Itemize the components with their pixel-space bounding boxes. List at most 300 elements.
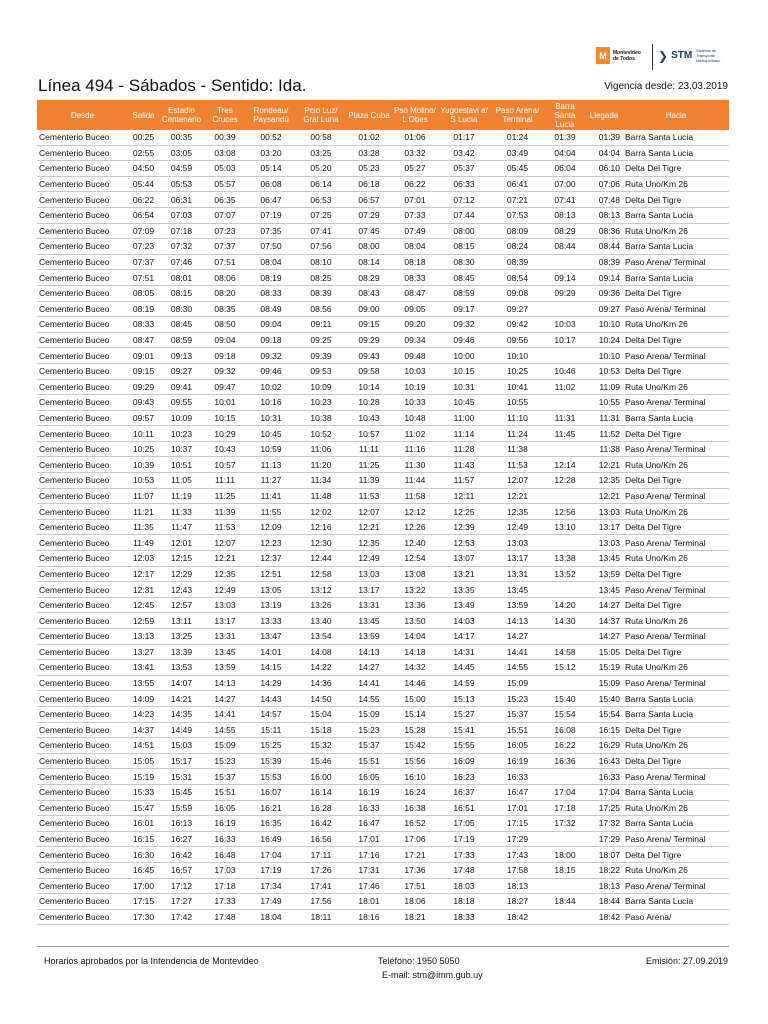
table-cell: 06:57 xyxy=(358,194,380,205)
table-cell: 16:01 xyxy=(132,818,155,829)
table-row xyxy=(37,223,729,239)
table-cell: Delta Del Tigre xyxy=(625,335,682,346)
table-cell: Cementerio Buceo xyxy=(39,678,110,689)
footer-divider xyxy=(37,946,729,947)
table-cell: 09:14 xyxy=(554,272,576,283)
table-cell: 17:16 xyxy=(358,849,380,860)
table-cell: 14:27 xyxy=(598,600,620,611)
table-cell: Ruta Uno/Km 26 xyxy=(625,459,688,470)
table-cell: 12:21 xyxy=(358,522,380,533)
table-cell: Cementerio Buceo xyxy=(39,849,110,860)
table-cell: 09:32 xyxy=(453,319,475,330)
table-cell: 09:00 xyxy=(358,303,380,314)
table-row xyxy=(37,613,729,629)
table-cell: 14:50 xyxy=(310,693,332,704)
table-cell: 14:36 xyxy=(310,678,332,689)
table-cell: 15:27 xyxy=(453,709,475,720)
table-cell: 03:28 xyxy=(358,147,380,158)
table-cell: Paso Arena/ Terminal xyxy=(625,444,706,455)
table-cell: 12:26 xyxy=(404,522,426,533)
montevideo-logo-icon: M xyxy=(596,47,610,64)
table-cell: 17:25 xyxy=(598,802,620,813)
table-cell: 15:37 xyxy=(506,709,529,720)
table-cell: 12:21 xyxy=(598,490,620,501)
table-cell: 13:31 xyxy=(358,600,380,611)
table-cell: 10:51 xyxy=(170,459,193,470)
table-cell: Delta Del Tigre xyxy=(625,366,682,377)
table-cell: 11:48 xyxy=(310,490,332,501)
table-cell: 12:45 xyxy=(132,600,155,611)
table-cell: Cementerio Buceo xyxy=(39,553,110,564)
table-row xyxy=(37,488,729,504)
table-cell: 14:41 xyxy=(506,646,529,657)
table-cell: 13:07 xyxy=(453,553,475,564)
table-cell: 15:05 xyxy=(598,646,620,657)
table-row xyxy=(37,644,729,660)
table-cell: 14:41 xyxy=(214,709,236,720)
table-cell: 11:27 xyxy=(260,475,282,486)
table-cell: 15:18 xyxy=(310,724,332,735)
table-cell: 10:43 xyxy=(358,412,380,423)
table-cell: 11:02 xyxy=(554,381,576,392)
table-cell: 08:18 xyxy=(404,257,426,268)
table-cell: 13:52 xyxy=(554,568,576,579)
table-cell: 10:09 xyxy=(310,381,332,392)
table-cell: 15:19 xyxy=(598,662,620,673)
table-cell: Paso Arena/ Terminal xyxy=(625,771,706,782)
table-cell: Cementerio Buceo xyxy=(39,865,110,876)
table-cell: 09:08 xyxy=(506,288,529,299)
table-cell: 16:23 xyxy=(453,771,475,782)
table-cell: 14:51 xyxy=(132,740,155,751)
table-cell xyxy=(545,441,585,457)
table-cell: 13:03 xyxy=(214,600,236,611)
table-cell: 05:23 xyxy=(358,163,380,174)
table-cell: 09:04 xyxy=(214,335,236,346)
table-cell: 18:11 xyxy=(310,911,332,922)
table-cell: 11:13 xyxy=(260,459,282,470)
table-cell: 12:31 xyxy=(132,584,155,595)
table-cell: 12:43 xyxy=(170,584,193,595)
table-cell: 13:47 xyxy=(260,631,282,642)
table-cell: 11:53 xyxy=(358,490,380,501)
table-cell: 15:11 xyxy=(260,724,282,735)
table-cell: 10:19 xyxy=(404,381,426,392)
table-cell: 10:31 xyxy=(260,412,282,423)
table-cell: 02:55 xyxy=(132,147,155,158)
table-cell: 06:22 xyxy=(404,179,426,190)
table-cell: 11:47 xyxy=(171,522,192,533)
table-cell: 08:33 xyxy=(260,288,282,299)
table-cell: 16:05 xyxy=(506,740,529,751)
table-cell: 08:59 xyxy=(170,335,193,346)
table-cell: 09:04 xyxy=(260,319,282,330)
table-cell: 06:54 xyxy=(132,210,155,221)
table-cell: 17:32 xyxy=(598,818,620,829)
table-cell: 16:28 xyxy=(310,802,332,813)
table-cell: 16:42 xyxy=(170,849,193,860)
table-cell: 01:06 xyxy=(404,132,426,143)
table-row xyxy=(37,582,729,598)
table-cell: 16:27 xyxy=(170,834,193,845)
table-cell: 18:15 xyxy=(554,865,576,876)
table-cell: 15:09 xyxy=(598,678,620,689)
table-cell: 12:49 xyxy=(358,553,380,564)
table-cell: 10:41 xyxy=(506,381,529,392)
column-header: Pcio Luz/ Gral Luna xyxy=(296,100,346,130)
table-cell: 10:16 xyxy=(260,397,282,408)
table-cell: 06:22 xyxy=(132,194,155,205)
table-cell: Delta Del Tigre xyxy=(625,600,682,611)
table-row xyxy=(37,176,729,192)
table-cell: 16:36 xyxy=(554,756,576,767)
table-cell: 07:49 xyxy=(404,225,426,236)
table-cell: Cementerio Buceo xyxy=(39,475,110,486)
table-cell: 13:03 xyxy=(358,568,380,579)
table-cell: Barra Santa Lucia xyxy=(625,896,694,907)
table-cell: 16:22 xyxy=(554,740,576,751)
table-cell: 16:37 xyxy=(453,787,475,798)
footer-email: E-mail: stm@imm.gub.uy xyxy=(382,970,483,980)
table-cell: Paso Arena/ Terminal xyxy=(625,303,706,314)
logo-divider xyxy=(652,44,653,70)
table-cell: 09:57 xyxy=(132,412,155,423)
table-cell: 16:19 xyxy=(214,818,236,829)
table-cell: 08:30 xyxy=(453,257,475,268)
table-cell: 07:03 xyxy=(170,210,193,221)
table-cell: 13:13 xyxy=(132,631,155,642)
table-cell: Cementerio Buceo xyxy=(39,506,110,517)
table-cell: 11:57 xyxy=(453,475,475,486)
table-cell: 15:19 xyxy=(132,771,155,782)
table-cell: Paso Arena/ Terminal xyxy=(625,880,706,891)
table-row xyxy=(37,441,729,457)
table-cell: Barra Santa Lucia xyxy=(625,412,694,423)
table-cell: Cementerio Buceo xyxy=(39,444,110,455)
table-cell: 18:42 xyxy=(506,911,529,922)
table-cell: 13:31 xyxy=(214,631,236,642)
table-row xyxy=(37,145,729,161)
table-cell: 10:46 xyxy=(554,366,576,377)
table-cell: 14:32 xyxy=(404,662,426,673)
table-cell: Cementerio Buceo xyxy=(39,522,110,533)
table-cell: 07:51 xyxy=(132,272,155,283)
table-cell: 15:47 xyxy=(132,802,155,813)
table-cell: Cementerio Buceo xyxy=(39,646,110,657)
table-cell: 06:41 xyxy=(506,179,529,190)
table-cell: Barra Santa Lucia xyxy=(625,147,694,158)
table-cell: 14:43 xyxy=(260,693,282,704)
table-cell: 06:35 xyxy=(214,194,236,205)
table-cell: 08:00 xyxy=(453,225,475,236)
table-cell: Cementerio Buceo xyxy=(39,319,110,330)
table-cell: 10:23 xyxy=(310,397,332,408)
table-cell: 01:17 xyxy=(453,132,475,143)
table-cell: 13:08 xyxy=(404,568,426,579)
table-cell: Cementerio Buceo xyxy=(39,303,110,314)
table-cell: 10:15 xyxy=(453,366,475,377)
table-cell: 08:33 xyxy=(132,319,155,330)
table-cell: 05:44 xyxy=(132,179,155,190)
table-cell: 09:41 xyxy=(170,381,193,392)
table-cell: 15:45 xyxy=(170,787,193,798)
table-cell: 11:02 xyxy=(404,428,426,439)
table-cell: Paso Arena/ Terminal xyxy=(625,350,706,361)
table-cell: Cementerio Buceo xyxy=(39,179,110,190)
table-cell xyxy=(545,769,585,785)
table-cell: Ruta Uno/Km 26 xyxy=(625,381,688,392)
table-cell: 14:29 xyxy=(260,678,282,689)
table-cell: 16:07 xyxy=(260,787,282,798)
table-cell: 17:41 xyxy=(310,880,332,891)
table-cell: 13:10 xyxy=(554,522,576,533)
table-row xyxy=(37,629,729,645)
table-cell xyxy=(545,301,585,317)
table-cell: 08:30 xyxy=(170,303,193,314)
table-cell: 18:27 xyxy=(506,896,529,907)
table-cell: 06:18 xyxy=(358,179,380,190)
table-cell: 10:43 xyxy=(214,444,236,455)
table-cell: Cementerio Buceo xyxy=(39,662,110,673)
table-cell: 12:25 xyxy=(453,506,475,517)
table-cell: 17:33 xyxy=(214,896,236,907)
table-cell: Cementerio Buceo xyxy=(39,834,110,845)
table-row xyxy=(37,660,729,676)
table-cell: 07:37 xyxy=(214,241,236,252)
table-cell xyxy=(545,348,585,364)
vigencia-date: Vigencia desde: 23.03.2019 xyxy=(604,81,728,92)
table-cell: 08:13 xyxy=(598,210,620,221)
table-cell: 11:30 xyxy=(404,459,426,470)
table-cell: Cementerio Buceo xyxy=(39,381,110,392)
table-cell: 15:04 xyxy=(310,709,332,720)
table-cell: 09:29 xyxy=(358,335,380,346)
table-cell: 13:50 xyxy=(404,615,426,626)
table-cell: 15:12 xyxy=(554,662,576,673)
table-cell: Cementerio Buceo xyxy=(39,818,110,829)
table-cell: 15:40 xyxy=(598,693,620,704)
table-cell: 08:44 xyxy=(598,241,620,252)
table-cell: 16:47 xyxy=(506,787,529,798)
table-cell: 08:13 xyxy=(554,210,576,221)
column-header: Tres Cruces xyxy=(204,100,246,130)
table-cell: Cementerio Buceo xyxy=(39,584,110,595)
table-cell: 05:03 xyxy=(214,163,236,174)
table-cell: Barra Santa Lucia xyxy=(625,818,694,829)
table-cell: 12:14 xyxy=(554,459,576,470)
table-cell: 16:30 xyxy=(132,849,155,860)
table-cell: Cementerio Buceo xyxy=(39,132,110,143)
table-cell: 11:41 xyxy=(260,490,282,501)
table-cell: 09:20 xyxy=(404,319,426,330)
table-cell: 17:31 xyxy=(358,865,380,876)
table-row xyxy=(37,504,729,520)
table-cell: 11:38 xyxy=(507,444,528,455)
table-cell: 11:25 xyxy=(358,459,380,470)
table-cell: Cementerio Buceo xyxy=(39,147,110,158)
table-cell: 00:39 xyxy=(214,132,236,143)
table-cell: Cementerio Buceo xyxy=(39,740,110,751)
table-cell: 14:23 xyxy=(132,709,155,720)
table-cell: 15:05 xyxy=(132,756,155,767)
table-cell: 07:46 xyxy=(170,257,193,268)
table-cell: 09:36 xyxy=(598,288,620,299)
table-cell: Cementerio Buceo xyxy=(39,428,110,439)
table-cell: 05:27 xyxy=(404,163,426,174)
table-row xyxy=(37,551,729,567)
table-cell: 06:08 xyxy=(260,179,282,190)
table-cell: Ruta Uno/Km 26 xyxy=(625,179,688,190)
table-cell: Ruta Uno/Km 26 xyxy=(625,865,688,876)
table-cell: Barra Santa Lucia xyxy=(625,132,694,143)
table-cell: Cementerio Buceo xyxy=(39,911,110,922)
column-header: Hacia xyxy=(623,100,729,130)
table-cell xyxy=(545,878,585,894)
table-row xyxy=(37,457,729,473)
table-cell: 08:10 xyxy=(310,257,332,268)
table-cell: 05:53 xyxy=(170,179,193,190)
table-cell: 15:54 xyxy=(598,709,620,720)
table-cell: 15:33 xyxy=(132,787,155,798)
table-cell xyxy=(545,675,585,691)
table-cell: Paso Arena/ Terminal xyxy=(625,834,706,845)
table-cell: 10:25 xyxy=(506,366,529,377)
table-cell: 18:00 xyxy=(554,849,576,860)
table-cell: Barra Santa Lucia xyxy=(625,787,694,798)
table-cell: 16:38 xyxy=(404,802,426,813)
table-cell: Cementerio Buceo xyxy=(39,225,110,236)
table-cell: 18:07 xyxy=(598,849,620,860)
table-row xyxy=(37,862,729,878)
table-cell: 14:30 xyxy=(554,615,576,626)
table-cell: 16:10 xyxy=(404,771,426,782)
table-cell: 15:09 xyxy=(214,740,236,751)
table-cell: 15:37 xyxy=(214,771,236,782)
table-cell: 07:44 xyxy=(453,210,475,221)
table-cell: 07:35 xyxy=(260,225,282,236)
table-cell: 16:33 xyxy=(598,771,620,782)
table-cell: 13:40 xyxy=(310,615,332,626)
table-cell: 12:58 xyxy=(310,568,332,579)
table-cell: 11:09 xyxy=(599,381,620,392)
table-cell: 17:48 xyxy=(453,865,475,876)
table-cell: 16:24 xyxy=(404,787,426,798)
table-cell: 08:29 xyxy=(358,272,380,283)
table-cell: 12:12 xyxy=(404,506,426,517)
table-cell: 07:06 xyxy=(598,179,620,190)
table-cell: 13:26 xyxy=(310,600,332,611)
table-cell: 13:59 xyxy=(598,568,620,579)
table-cell: 11:43 xyxy=(453,459,475,470)
table-cell: 13:03 xyxy=(598,506,620,517)
table-cell: 10:45 xyxy=(260,428,282,439)
table-cell: 08:47 xyxy=(404,288,426,299)
table-cell: Delta Del Tigre xyxy=(625,194,682,205)
table-cell: 16:15 xyxy=(598,724,620,735)
table-cell: 12:30 xyxy=(310,537,332,548)
table-cell: 09:14 xyxy=(598,272,620,283)
table-cell: Delta Del Tigre xyxy=(625,646,682,657)
table-row xyxy=(37,270,729,286)
table-cell: Barra Santa Lucia xyxy=(625,693,694,704)
table-cell: 16:33 xyxy=(214,834,236,845)
table-cell: Cementerio Buceo xyxy=(39,459,110,470)
table-cell: 16:00 xyxy=(310,771,332,782)
table-cell: 11:31 xyxy=(599,412,620,423)
column-header: Desde xyxy=(37,100,128,130)
table-cell: 12:07 xyxy=(358,506,380,517)
table-cell: 08:49 xyxy=(260,303,282,314)
table-cell: 03:49 xyxy=(506,147,529,158)
table-cell: 14:41 xyxy=(358,678,380,689)
table-cell: 01:39 xyxy=(598,132,620,143)
table-cell: 15:51 xyxy=(506,724,529,735)
table-cell: 16:49 xyxy=(260,834,282,845)
table-cell: 18:04 xyxy=(260,911,282,922)
table-row xyxy=(37,379,729,395)
table-cell: 09:27 xyxy=(506,303,529,314)
table-cell: 07:29 xyxy=(358,210,380,221)
table-cell: 08:06 xyxy=(214,272,236,283)
table-header-row xyxy=(37,100,729,130)
table-row xyxy=(37,363,729,379)
table-cell: Barra Santa Lucia xyxy=(625,241,694,252)
table-cell: 16:29 xyxy=(598,740,620,751)
table-cell: 15:31 xyxy=(170,771,193,782)
table-cell: 10:31 xyxy=(453,381,475,392)
table-cell: Cementerio Buceo xyxy=(39,272,110,283)
table-cell: 17:00 xyxy=(132,880,155,891)
table-cell: Cementerio Buceo xyxy=(39,210,110,221)
table-cell: 18:44 xyxy=(554,896,576,907)
table-cell: 17:51 xyxy=(404,880,426,891)
table-cell: 11:53 xyxy=(507,459,528,470)
table-cell: 08:33 xyxy=(404,272,426,283)
table-cell: 15:56 xyxy=(404,756,426,767)
table-cell: 12:37 xyxy=(260,553,282,564)
table-cell: 09:39 xyxy=(310,350,332,361)
column-header: Salida xyxy=(128,100,159,130)
table-row xyxy=(37,831,729,847)
table-cell: 16:42 xyxy=(310,818,332,829)
table-cell: 07:00 xyxy=(554,179,576,190)
table-cell: 08:20 xyxy=(214,288,236,299)
table-cell: 11:11 xyxy=(214,475,235,486)
table-cell: Cementerio Buceo xyxy=(39,771,110,782)
table-cell: 04:04 xyxy=(554,147,576,158)
table-row xyxy=(37,738,729,754)
table-cell: 14:01 xyxy=(260,646,282,657)
table-cell: Paso Arena/ Terminal xyxy=(625,584,706,595)
table-cell: 10:55 xyxy=(506,397,529,408)
table-cell: 12:29 xyxy=(170,568,193,579)
table-cell: 16:14 xyxy=(310,787,332,798)
table-cell: 12:56 xyxy=(554,506,576,517)
table-cell: 18:06 xyxy=(404,896,426,907)
table-cell: 12:35 xyxy=(506,506,529,517)
table-cell: 06:14 xyxy=(310,179,332,190)
table-cell xyxy=(545,582,585,598)
table-cell: 07:21 xyxy=(506,194,529,205)
table-cell: 00:25 xyxy=(132,132,155,143)
table-cell: 16:35 xyxy=(260,818,282,829)
table-cell: 09:17 xyxy=(453,303,475,314)
table-cell: 07:32 xyxy=(170,241,193,252)
table-cell: 08:59 xyxy=(453,288,475,299)
table-row xyxy=(37,473,729,489)
table-cell: 12:35 xyxy=(214,568,236,579)
table-cell: 14:07 xyxy=(170,678,193,689)
